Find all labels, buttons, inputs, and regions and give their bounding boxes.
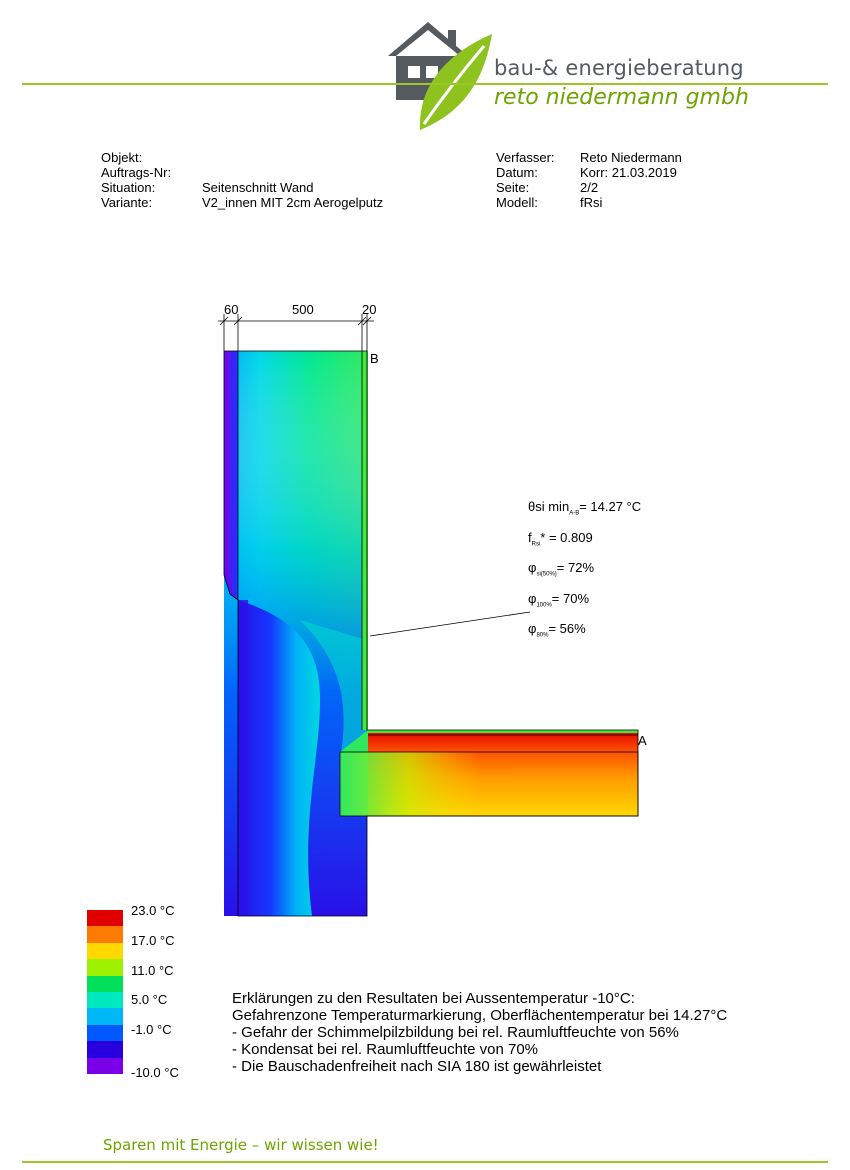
wall-section — [224, 351, 368, 916]
dim-label-60: 60 — [224, 302, 239, 317]
brand-company: reto niedermann gmbh — [494, 85, 749, 110]
point-b-label: B — [370, 351, 379, 366]
explanation-line: Gefahrenzone Temperaturmarkierung, Oberflächentemperatur bei 14.27°C — [232, 1007, 728, 1024]
results-callout — [528, 495, 641, 648]
header-label-modell: Modell: — [496, 195, 538, 210]
legend-label-minus10: -10.0 °C — [131, 1065, 179, 1080]
legend-label-5: 5.0 °C — [131, 992, 168, 1007]
header-label-variante: Variante: — [101, 195, 153, 210]
phi-100: $\varphi_{100\%}= 70\%$ — [528, 590, 590, 609]
legend-color-step — [87, 976, 123, 993]
header-value-datum: Korr: 21.03.2019 — [580, 165, 677, 180]
theta-si-min: θsi $\min_{A-B}= 14.27$ °C — [528, 499, 642, 517]
legend-label-17: 17.0 °C — [131, 933, 175, 948]
results-explanation — [232, 990, 727, 1075]
legend-color-step — [87, 1041, 123, 1058]
explanation-title: Erklärungen zu den Resultaten bei Aussentemperatur -10°C: — [232, 990, 635, 1007]
legend-label-23: 23.0 °C — [131, 903, 175, 918]
footer-slogan: Sparen mit Energie – wir wissen wie! — [103, 1136, 379, 1154]
legend-label-11: 11.0 °C — [131, 963, 174, 978]
explanation-line: - Die Bauschadenfreiheit nach SIA 180 ist gewährleistet — [232, 1058, 602, 1075]
dim-label-20: 20 — [362, 302, 377, 317]
legend-color-step — [87, 1025, 123, 1042]
header-value-modell: fRsi — [580, 195, 603, 210]
legend-label-minus1: -1.0 °C — [131, 1022, 172, 1037]
legend-color-step — [87, 910, 123, 927]
legend-color-step — [87, 992, 123, 1009]
header-value-seite: 2/2 — [580, 180, 599, 195]
slab-section — [340, 730, 638, 816]
legend-color-step — [87, 959, 123, 976]
header-label-objekt: Objekt: — [101, 150, 143, 165]
legend-color-step — [87, 1008, 123, 1025]
phi-si50: $\varphi_{si(50\%)}= 72\%$ — [528, 560, 595, 578]
header-value-verfasser: Reto Niedermann — [580, 150, 682, 165]
point-a-label: A — [638, 733, 647, 748]
footer-rule — [22, 1161, 828, 1163]
header-label-verfasser: Verfasser: — [496, 150, 555, 165]
frsi-value: $f_{Rsi}* = 0.809$ — [528, 529, 593, 548]
header-value-variante: V2_innen MIT 2cm Aerogelputz — [202, 195, 384, 210]
legend-color-step — [87, 943, 123, 960]
callout-leader — [370, 612, 530, 636]
brand-name: bau-& energieberatung — [494, 56, 744, 80]
legend-color-step — [87, 926, 123, 943]
dim-label-500: 500 — [292, 302, 314, 317]
header-label-auftrag: Auftrags-Nr: — [101, 165, 172, 180]
legend-color-step — [87, 1058, 123, 1075]
header-label-seite: Seite: — [496, 180, 530, 195]
phi-80: $\varphi_{80\%}= 56\%$ — [528, 621, 586, 639]
explanation-line: - Gefahr der Schimmelpilzbildung bei rel. Raumluftfeuchte von 56% — [232, 1024, 679, 1041]
header-label-datum: Datum: — [496, 165, 538, 180]
explanation-line: - Kondensat bei rel. Raumluftfeuchte von 70% — [232, 1041, 539, 1058]
temperature-color-scale — [87, 910, 123, 1074]
dimension-lines — [218, 314, 374, 351]
header-value-situation: Seitenschnitt Wand — [202, 180, 314, 195]
header-label-situation: Situation: — [101, 180, 156, 195]
